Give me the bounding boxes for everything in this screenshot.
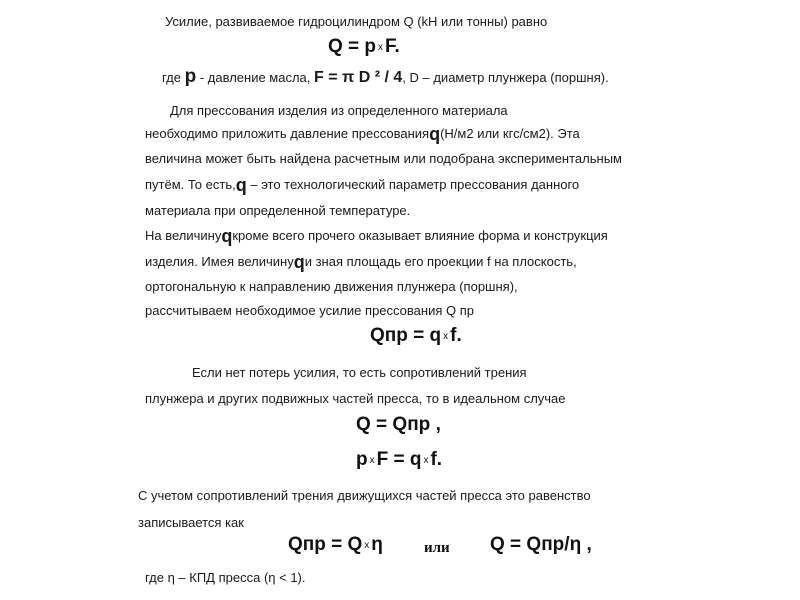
or-text: или	[424, 540, 450, 556]
formula-2-left: Qпр = q	[370, 325, 442, 346]
text-line-21	[145, 570, 306, 586]
line-7-text-b: – это технологический параметр прессования данного	[246, 177, 580, 192]
line-11-text: ортогональную к направлению движения плунжера (поршня),	[145, 279, 518, 294]
line-12-text: рассчитываем необходимое усилие прессования Q пр	[145, 303, 474, 318]
q-symbol: q	[429, 124, 441, 144]
formula-4-p: p	[356, 449, 368, 470]
formula-4-middle: F = q	[376, 449, 422, 470]
line-3-diameter-text: , D – диаметр плунжера (поршня).	[402, 70, 609, 85]
text-line-19	[138, 515, 244, 531]
formula-2-right: f.	[450, 325, 462, 346]
line-9-text-b: кроме всего прочего оказывает влияние форма и конструкция	[232, 228, 608, 243]
text-line-7	[145, 177, 579, 193]
text-line-15	[145, 391, 566, 407]
text-line-1	[165, 14, 547, 30]
line-7-text-a: путём. То есть,	[145, 177, 236, 192]
line-15-text: плунжера и других подвижных частей пресса, то в идеальном случае	[145, 391, 566, 406]
text-line-5	[145, 126, 580, 142]
text-line-9	[145, 228, 608, 244]
multiply-sign: x	[369, 455, 375, 466]
multiply-sign: x	[364, 540, 370, 551]
line-5-text-a: необходимо приложить давление прессования	[145, 126, 430, 141]
line-19-text: записывается как	[138, 515, 244, 530]
or-word	[424, 537, 450, 559]
formula-pf-qf	[356, 449, 442, 472]
line-5-text-b: (Н/м2 или кгс/см2). Эта	[440, 126, 580, 141]
line-3-where: где	[162, 70, 181, 85]
text-line-14	[192, 365, 527, 381]
line-9-text-a: На величину	[145, 228, 222, 243]
q-symbol: q	[221, 226, 233, 246]
formula-qpr-q-eta	[288, 534, 383, 557]
formula-1-right: F.	[385, 36, 400, 57]
formula-q-equals-qpr	[356, 414, 441, 436]
text-line-4	[170, 103, 508, 119]
line-1-text: Усилие, развиваемое гидроцилиндром Q (kH или тонны) равно	[165, 14, 548, 29]
text-line-8	[145, 203, 410, 219]
text-line-10	[145, 254, 577, 270]
formula-q-qpr-div-eta	[490, 534, 592, 556]
line-21-text: где η – КПД пресса (η < 1).	[145, 570, 306, 585]
formula-6-right: /η ,	[564, 534, 592, 555]
formula-3: Q = Qпр ,	[356, 414, 441, 435]
formula-1-left: Q = p	[328, 36, 377, 57]
line-6-text: величина может быть найдена расчетным или подобрана экспериментальным	[145, 151, 622, 166]
text-line-18	[138, 488, 591, 504]
line-3-p-symbol: p	[184, 66, 197, 87]
multiply-sign: x	[443, 331, 449, 342]
line-4-text: Для прессования изделия из определенного материала	[170, 103, 508, 118]
line-10-text-a: изделия. Имея величину	[145, 254, 294, 269]
formula-q-pf	[328, 36, 400, 59]
area-formula: F = π D ² / 4	[314, 69, 403, 86]
q-symbol: q	[235, 175, 247, 195]
line-14-text: Если нет потерь усилия, то есть сопротивлений трения	[192, 365, 527, 380]
line-10-text-b: и зная площадь его проекции f на плоскость,	[304, 254, 577, 269]
text-line-11	[145, 279, 518, 295]
formula-6-left: Q = Qпр	[490, 534, 565, 555]
formula-qpr-qf	[370, 325, 462, 348]
text-line-6	[145, 151, 622, 167]
line-18-text: С учетом сопротивлений трения движущихся частей пресса это равенство	[138, 488, 591, 503]
text-line-3	[162, 66, 609, 87]
multiply-sign: x	[378, 42, 384, 53]
q-symbol: q	[293, 252, 305, 272]
formula-4-f: f.	[430, 449, 443, 470]
eta-symbol: η	[371, 534, 383, 555]
formula-5-left: Qпр = Q	[288, 534, 363, 555]
multiply-sign: x	[423, 455, 429, 466]
line-8-text: материала при определенной температуре.	[145, 203, 411, 218]
text-line-12	[145, 303, 474, 319]
line-3-pressure-text: - давление масла,	[196, 70, 311, 85]
